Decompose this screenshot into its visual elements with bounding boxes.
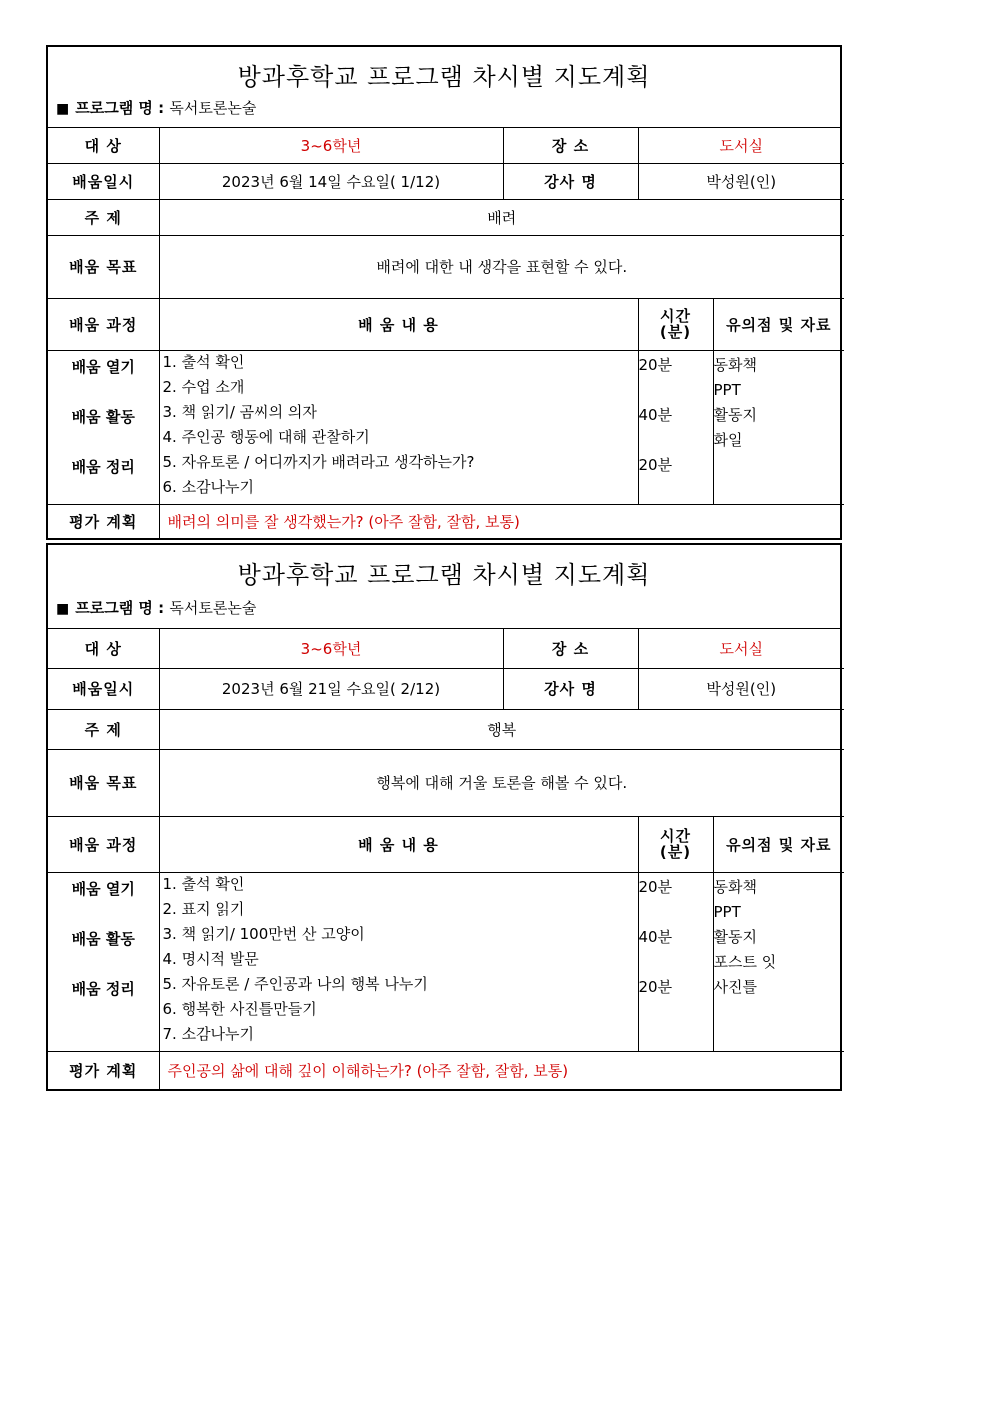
notes-label: 유의점 및 자료 <box>713 298 844 350</box>
target-value: 3~6학년 <box>159 629 503 668</box>
times-cell <box>638 350 713 504</box>
stage-close: 배움 정리 <box>71 979 135 998</box>
stage-close: 배움 정리 <box>71 457 135 476</box>
material-item: 화일 <box>713 430 743 449</box>
goal-value: 배려에 대한 내 생각을 표현할 수 있다. <box>159 235 844 298</box>
process-label: 배움 과정 <box>48 298 159 350</box>
material-item: 사진틀 <box>713 977 757 996</box>
program-label: 프로그램 명 : <box>75 99 165 117</box>
time-value: 20분 <box>638 355 673 374</box>
stage-open: 배움 열기 <box>71 357 135 376</box>
time-value: 20분 <box>638 455 673 474</box>
plan-table <box>48 629 844 1089</box>
place-label: 장 소 <box>503 128 638 163</box>
topic-label: 주 제 <box>48 199 159 235</box>
time-value <box>639 1001 713 1026</box>
materials-cell <box>713 872 844 1051</box>
stages-cell <box>48 350 159 504</box>
list-item: 3. 책 읽기/ 100만번 산 고양이 <box>162 924 365 943</box>
time-value: 40분 <box>638 927 673 946</box>
stage-activity: 배움 활동 <box>71 407 135 426</box>
time-value: 20분 <box>638 877 673 896</box>
topic-label: 주 제 <box>48 709 159 749</box>
notes-label: 유의점 및 자료 <box>713 816 844 872</box>
teacher-value: 박성원(인) <box>638 163 844 199</box>
time-unit-label: (분) <box>659 323 692 341</box>
list-item: 5. 자유토론 / 어디까지가 배려라고 생각하는가? <box>162 452 475 471</box>
material-item: 포스트 잇 <box>713 952 777 971</box>
content-label: 배 움 내 용 <box>159 298 638 350</box>
program-name-line <box>56 597 256 618</box>
program-label: 프로그램 명 : <box>75 599 165 617</box>
time-value <box>639 379 713 404</box>
evaluation-value: 주인공의 삶에 대해 깊이 이해하는가? (아주 잘함, 잘함, 보통) <box>159 1051 844 1089</box>
evaluation-label: 평가 계획 <box>48 1051 159 1089</box>
lesson-plan-2 <box>46 543 842 1091</box>
list-item: 6. 소감나누기 <box>162 477 255 496</box>
target-label: 대 상 <box>48 629 159 668</box>
list-item: 3. 책 읽기/ 곰씨의 의자 <box>162 402 317 421</box>
time-header <box>638 816 713 872</box>
material-item: PPT <box>713 902 741 921</box>
goal-label: 배움 목표 <box>48 749 159 816</box>
material-item: 동화책 <box>713 355 757 374</box>
date-label: 배움일시 <box>48 163 159 199</box>
material-item: 동화책 <box>713 877 757 896</box>
date-value: 2023년 6월 14일 수요일( 1/12) <box>159 163 503 199</box>
topic-value: 배려 <box>159 199 844 235</box>
time-label: 시간 <box>660 307 691 325</box>
time-value <box>639 429 713 454</box>
time-value <box>639 951 713 976</box>
plan-title: 방과후학교 프로그램 차시별 지도계획 <box>237 561 651 589</box>
time-value <box>639 901 713 926</box>
steps-cell <box>159 350 638 504</box>
date-value: 2023년 6월 21일 수요일( 2/12) <box>159 668 503 709</box>
program-name: 독서토론논술 <box>169 599 257 617</box>
program-name: 독서토론논술 <box>169 99 257 117</box>
list-item: 2. 수업 소개 <box>162 377 245 396</box>
square-bullet-icon: ■ <box>56 101 70 117</box>
content-label: 배 움 내 용 <box>159 816 638 872</box>
material-item: 활동지 <box>713 405 757 424</box>
list-item: 1. 출석 확인 <box>162 874 245 893</box>
material-item: 활동지 <box>713 927 757 946</box>
list-item: 2. 표지 읽기 <box>162 899 245 918</box>
place-label: 장 소 <box>503 629 638 668</box>
list-item: 4. 명시적 발문 <box>162 949 259 968</box>
time-label: 시간 <box>660 827 691 845</box>
time-value <box>639 1026 713 1051</box>
time-header <box>638 298 713 350</box>
list-item: 5. 자유토론 / 주인공과 나의 행복 나누기 <box>162 974 428 993</box>
target-label: 대 상 <box>48 128 159 163</box>
stage-open: 배움 열기 <box>71 879 135 898</box>
topic-value: 행복 <box>159 709 844 749</box>
stages-cell <box>48 872 159 1051</box>
time-value: 40분 <box>638 405 673 424</box>
evaluation-value: 배려의 의미를 잘 생각했는가? (아주 잘함, 잘함, 보통) <box>159 504 844 538</box>
plan-header <box>48 47 840 128</box>
stage-activity: 배움 활동 <box>71 929 135 948</box>
plan-table <box>48 128 844 538</box>
teacher-label: 강사 명 <box>503 163 638 199</box>
steps-cell <box>159 872 638 1051</box>
process-label: 배움 과정 <box>48 816 159 872</box>
list-item: 7. 소감나누기 <box>162 1024 255 1043</box>
material-item: PPT <box>713 380 741 399</box>
times-cell <box>638 872 713 1051</box>
plan-header <box>48 545 840 629</box>
time-value: 20분 <box>638 977 673 996</box>
materials-cell <box>713 350 844 504</box>
goal-value: 행복에 대해 거울 토론을 해볼 수 있다. <box>159 749 844 816</box>
date-label: 배움일시 <box>48 668 159 709</box>
square-bullet-icon: ■ <box>56 601 70 617</box>
time-value <box>639 479 713 504</box>
list-item: 6. 행복한 사진틀만들기 <box>162 999 317 1018</box>
time-unit-label: (분) <box>659 843 692 861</box>
list-item: 4. 주인공 행동에 대해 관찰하기 <box>162 427 370 446</box>
program-name-line <box>56 97 256 118</box>
evaluation-label: 평가 계획 <box>48 504 159 538</box>
goal-label: 배움 목표 <box>48 235 159 298</box>
lesson-plan-1 <box>46 45 842 540</box>
list-item: 1. 출석 확인 <box>162 352 245 371</box>
target-value: 3~6학년 <box>159 128 503 163</box>
plan-title: 방과후학교 프로그램 차시별 지도계획 <box>237 63 651 91</box>
place-value: 도서실 <box>638 629 844 668</box>
teacher-label: 강사 명 <box>503 668 638 709</box>
place-value: 도서실 <box>638 128 844 163</box>
teacher-value: 박성원(인) <box>638 668 844 709</box>
